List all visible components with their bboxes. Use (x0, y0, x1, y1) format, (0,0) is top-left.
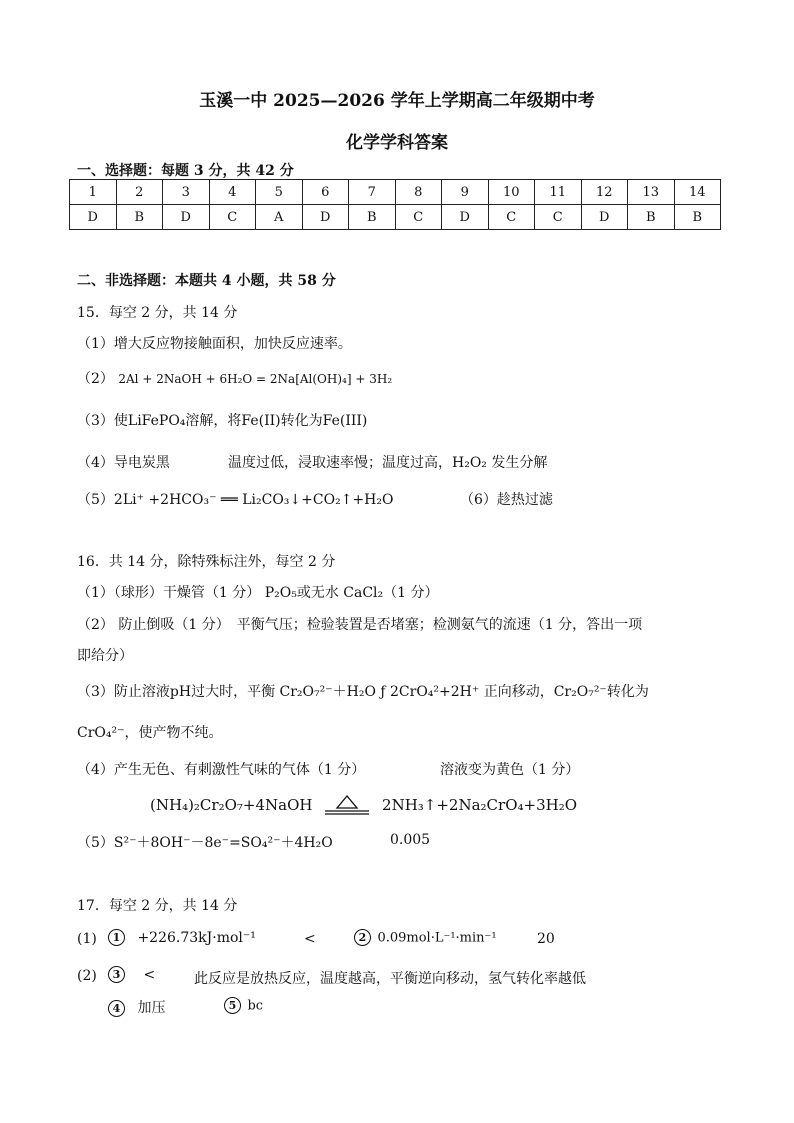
question-number-cell: 4 (209, 180, 256, 205)
q17-row2-label: (2) (77, 968, 97, 984)
q17-blank-5-text: bc (247, 998, 264, 1014)
answer-cell: C (209, 205, 256, 230)
q16-answer-2-line2: 即给分） (77, 648, 133, 664)
q17-blank-1-sign: < (304, 931, 316, 947)
q17-blank-2 (354, 929, 497, 946)
answer-cell: D (581, 205, 628, 230)
q16-answer-2-line1: （2） 防止倒吸（1 分） 平衡气压；检验装置是否堵塞；检测氨气的流速（1 分，答出一项 (77, 617, 643, 633)
q16-answer-4-equation (150, 795, 577, 817)
question-number-cell: 11 (535, 180, 582, 205)
q15-answer-4-text: 温度过低，浸取速率慢；温度过高，H₂O₂ 发生分解 (228, 455, 548, 471)
q15-answer-2 (77, 368, 392, 388)
answer-cell: C (535, 205, 582, 230)
q15-answer-1: （1）增大反应物接触面积，加快反应速率。 (77, 336, 352, 352)
q17-blank-3 (108, 966, 155, 983)
circled-number-1: 1 (108, 929, 125, 946)
question-number-cell: 13 (628, 180, 675, 205)
page-title: 玉溪一中 2025—2026 学年上学期高二年级期中考 (199, 91, 595, 111)
q17-blank-4-text: 加压 (137, 1000, 166, 1016)
circled-number-5: 5 (224, 997, 241, 1014)
q15-answer-5: （5）2Li⁺ +2HCO₃⁻ ══ Li₂CO₃↓+CO₂↑+H₂O (77, 492, 394, 508)
page-subtitle: 化学学科答案 (346, 133, 448, 153)
answer-cell: C (488, 205, 535, 230)
q16-answer-4-line1b: 溶液变为黄色（1 分） (440, 762, 580, 778)
q16-answer-3-line2: CrO₄²⁻，使产物不纯。 (77, 725, 223, 741)
answer-table-answer-row (70, 205, 721, 230)
q17-blank-3-text: < (143, 966, 156, 983)
answer-table-number-row (70, 180, 721, 205)
answer-cell: B (349, 205, 396, 230)
heating-triangle-icon (321, 795, 373, 817)
q17-blank-1 (108, 929, 256, 946)
answer-cell: A (256, 205, 303, 230)
question-number-cell: 6 (302, 180, 349, 205)
q15-answer-2-equation: 2Al + 2NaOH + 6H₂O = 2Na[Al(OH)₄] + 3H₂ (118, 372, 393, 386)
q17-heading: 17．每空 2 分，共 14 分 (77, 898, 238, 914)
question-number-cell: 10 (488, 180, 535, 205)
question-number-cell: 7 (349, 180, 396, 205)
circled-number-3: 3 (108, 966, 125, 983)
q17-blank-5 (224, 997, 263, 1014)
q16-answer-3-line1: （3）防止溶液pH过大时，平衡 Cr₂O₇²⁻＋H₂O ƒ 2CrO₄²+2H⁺ 正向移动，Cr₂O₇²⁻转化为 (77, 684, 649, 700)
q16-answer-4-line1: （4）产生无色、有刺激性气味的气体（1 分） (77, 762, 366, 778)
question-number-cell: 1 (70, 180, 117, 205)
q15-heading: 15．每空 2 分，共 14 分 (77, 305, 238, 321)
answer-cell: D (442, 205, 489, 230)
question-number-cell: 5 (256, 180, 303, 205)
question-number-cell: 9 (442, 180, 489, 205)
answer-cell: D (70, 205, 117, 230)
q15-answer-3: （3）使LiFePO₄溶解，将Fe(II)转化为Fe(III) (77, 413, 368, 429)
q17-row1-label: (1) (77, 931, 97, 947)
q16-equation-left: (NH₄)₂Cr₂O₇+4NaOH (150, 796, 313, 814)
q17-blank-4 (108, 997, 165, 1017)
question-number-cell: 8 (395, 180, 442, 205)
q16-equation-right: 2NH₃↑+2Na₂CrO₄+3H₂O (382, 796, 578, 814)
q17-blank-3-reason: 此反应是放热反应，温度越高，平衡逆向移动，氢气转化率越低 (194, 971, 586, 987)
q15-answer-4-label: （4）导电炭黑 (77, 455, 170, 471)
q16-heading: 16．共 14 分，除特殊标注外，每空 2 分 (77, 554, 336, 570)
q15-answer-2-label: （2） (77, 371, 114, 387)
q15-answer-6: （6）趁热过滤 (460, 492, 553, 508)
part1-heading: 一、选择题：每题 3 分，共 42 分 (77, 163, 294, 179)
question-number-cell: 14 (674, 180, 721, 205)
answer-table (69, 179, 721, 230)
circled-number-2: 2 (354, 929, 371, 946)
question-number-cell: 2 (116, 180, 163, 205)
part2-heading: 二、非选择题：本题共 4 小题，共 58 分 (77, 273, 336, 289)
answer-cell: B (628, 205, 675, 230)
answer-cell: B (674, 205, 721, 230)
answer-cell: D (163, 205, 210, 230)
q17-blank-1-text: +226.73kJ·mol⁻¹ (137, 929, 256, 946)
circled-number-4: 4 (108, 1000, 125, 1017)
q16-answer-1: （1）（球形）干燥管（1 分） P₂O₅或无水 CaCl₂（1 分） (77, 585, 439, 601)
question-number-cell: 3 (163, 180, 210, 205)
q16-answer-5: （5）S²⁻＋8OH⁻－8e⁻=SO₄²⁻＋4H₂O (77, 835, 333, 851)
q16-answer-5-value: 0.005 (390, 832, 431, 848)
question-number-cell: 12 (581, 180, 628, 205)
answer-cell: D (302, 205, 349, 230)
answer-cell: B (116, 205, 163, 230)
q17-blank-2-value: 20 (537, 931, 555, 947)
q17-blank-2-text: 0.09mol·L⁻¹·min⁻¹ (377, 930, 497, 946)
answer-cell: C (395, 205, 442, 230)
